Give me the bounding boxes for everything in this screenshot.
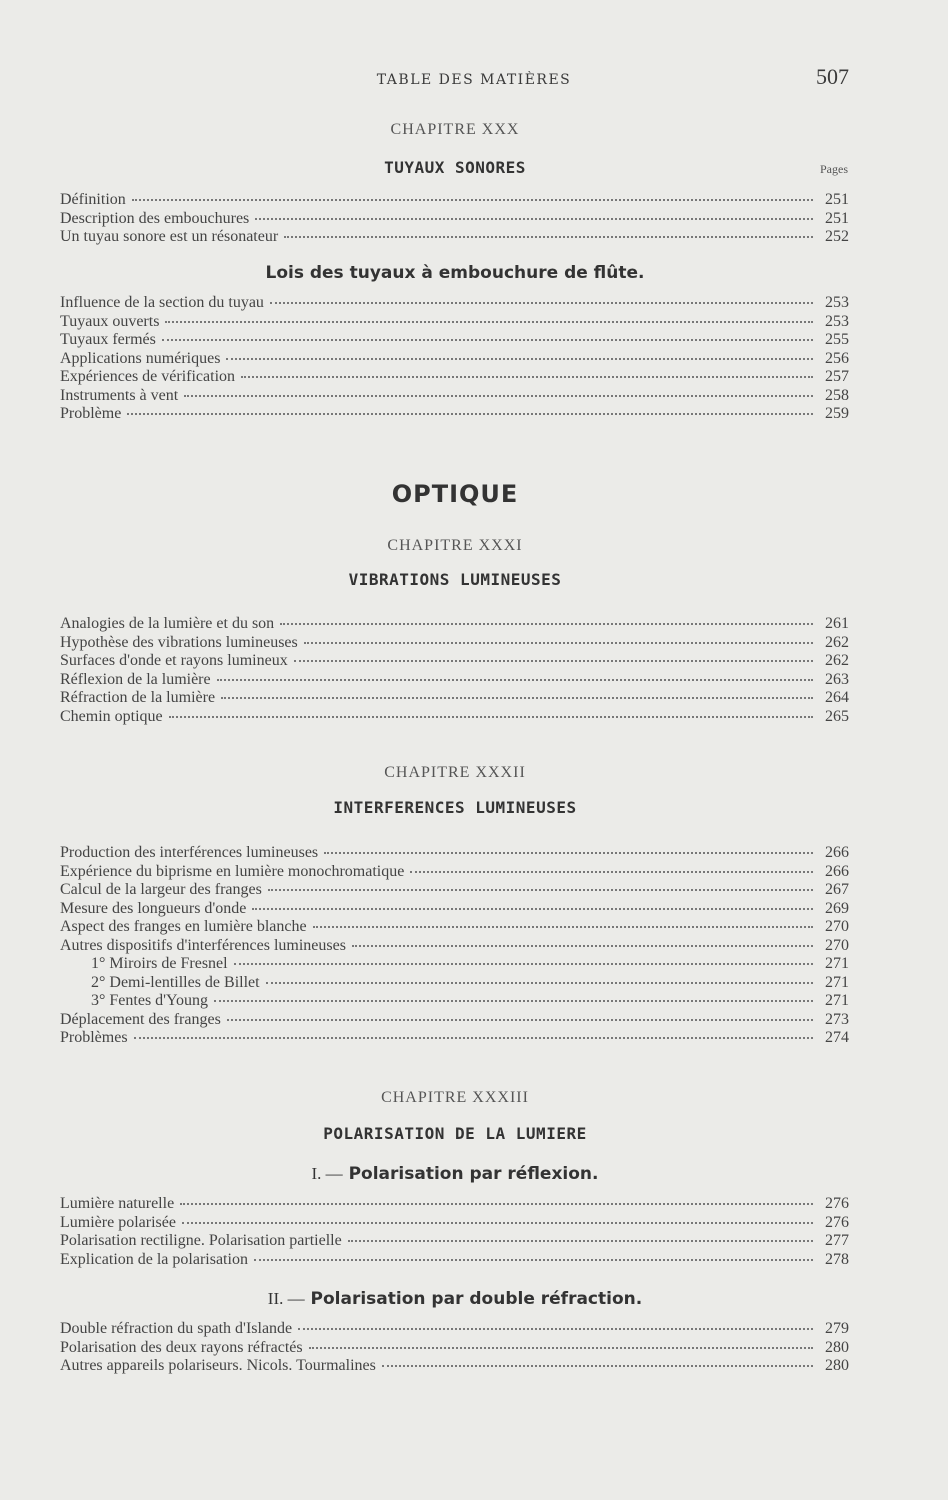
toc-entry <box>60 863 849 882</box>
toc-entry-page: 274 <box>825 1029 849 1046</box>
toc-entry <box>60 331 849 350</box>
toc-entry-label: Explication de la polarisation <box>60 1250 248 1268</box>
toc-entry-label: Lumière naturelle <box>60 1195 175 1212</box>
section-subheading: Lois des tuyaux à embouchure de flûte. <box>265 263 645 283</box>
toc-entry <box>60 1029 849 1048</box>
toc-entry-label: Définition <box>60 191 126 208</box>
dot-leader <box>182 1221 813 1224</box>
dot-leader <box>313 925 813 928</box>
toc-entry-page: 270 <box>825 918 849 935</box>
toc-entry-label: Déplacement des franges <box>60 1010 221 1028</box>
toc-entry <box>60 210 849 229</box>
toc-entry-label: Polarisation des deux rayons réfractés <box>60 1338 303 1356</box>
toc-entry <box>60 844 849 863</box>
toc-entry <box>60 405 849 424</box>
dot-leader <box>162 338 813 341</box>
toc-entry-page: 266 <box>825 844 849 861</box>
toc-entry-page: 261 <box>825 615 849 632</box>
dot-leader <box>255 217 813 220</box>
toc-entry-label: Production des interférences lumineuses <box>60 844 319 861</box>
toc-entry <box>60 881 849 900</box>
dot-leader <box>298 1327 813 1330</box>
toc-list <box>60 294 849 424</box>
dot-leader <box>304 641 813 644</box>
toc-entry-label: Problème <box>60 405 122 422</box>
toc-list <box>60 844 849 1048</box>
toc-entry-label: 2° Demi-lentilles de Billet <box>91 973 260 991</box>
dot-leader <box>268 888 813 891</box>
toc-entry-label: Réfraction de la lumière <box>60 689 216 706</box>
dot-leader <box>294 659 813 662</box>
toc-entry-page: 273 <box>825 1010 849 1028</box>
dot-leader <box>217 678 813 681</box>
toc-list <box>60 1320 849 1376</box>
toc-entry-page: 251 <box>825 191 849 208</box>
toc-entry-label: Aspect des franges en lumière blanche <box>60 918 307 935</box>
toc-entry-page: 280 <box>825 1357 849 1374</box>
toc-entry-label: Analogies de la lumière et du son <box>60 615 275 632</box>
toc-list <box>60 1195 849 1269</box>
toc-entry-page: 271 <box>825 955 849 972</box>
running-title: TABLE DES MATIÈRES <box>376 72 572 88</box>
toc-entry-page: 271 <box>825 973 849 991</box>
chapter-label: CHAPITRE XXXII <box>384 764 526 781</box>
toc-entry-label: Réflexion de la lumière <box>60 670 211 688</box>
section-subheading <box>60 1289 850 1309</box>
dot-leader <box>352 944 813 947</box>
toc-entry <box>60 634 849 653</box>
toc-entry-page: 269 <box>825 899 849 917</box>
pages-column-label: Pages <box>820 162 848 176</box>
toc-entry-label: Lumière polarisée <box>60 1213 176 1231</box>
toc-entry <box>60 1251 849 1270</box>
toc-entry-page: 252 <box>825 228 849 245</box>
section-subheading <box>60 1164 850 1184</box>
dot-leader <box>382 1364 813 1367</box>
dot-leader <box>180 1202 813 1205</box>
dot-leader <box>227 1018 813 1021</box>
section-subheading-number: I. — <box>311 1164 343 1183</box>
toc-entry-page: 256 <box>825 349 849 367</box>
toc-entry-label: Autres dispositifs d'interférences lumineuses <box>60 936 346 954</box>
dot-leader <box>165 320 813 323</box>
dot-leader <box>348 1239 813 1242</box>
dot-leader <box>241 375 813 378</box>
dot-leader <box>284 235 813 238</box>
toc-entry-page: 279 <box>825 1320 849 1337</box>
toc-entry-label: Expérience du biprisme en lumière monochromatique <box>60 862 405 880</box>
toc-entry-page: 277 <box>825 1232 849 1249</box>
toc-entry-label: Double réfraction du spath d'Islande <box>60 1320 293 1337</box>
toc-entry-label: 3° Fentes d'Young <box>91 992 209 1009</box>
toc-entry <box>60 1357 849 1376</box>
toc-entry <box>60 313 849 332</box>
chapter-title: TUYAUX SONORES <box>384 158 526 177</box>
toc-entry-label: Autres appareils polariseurs. Nicols. Tourmalines <box>60 1357 376 1374</box>
toc-entry <box>60 1320 849 1339</box>
toc-list <box>60 615 849 726</box>
toc-entry-label: Description des embouchures <box>60 209 250 227</box>
toc-entry-page: 264 <box>825 689 849 706</box>
toc-entry-label: Hypothèse des vibrations lumineuses <box>60 633 298 651</box>
toc-entry <box>60 918 849 937</box>
toc-entry <box>60 955 849 974</box>
dot-leader <box>280 622 813 625</box>
dot-leader <box>127 412 813 415</box>
chapter-title: VIBRATIONS LUMINEUSES <box>348 570 562 589</box>
dot-leader <box>309 1346 813 1349</box>
toc-entry-page: 266 <box>825 862 849 880</box>
dot-leader <box>184 394 813 397</box>
dot-leader <box>132 198 813 201</box>
toc-entry <box>60 350 849 369</box>
dot-leader <box>214 999 813 1002</box>
page-number: 507 <box>816 64 849 89</box>
toc-entry-label: Applications numériques <box>60 349 221 367</box>
toc-entry-label: Problèmes <box>60 1029 128 1046</box>
toc-entry <box>60 937 849 956</box>
toc-entry-page: 255 <box>825 331 849 348</box>
toc-entry <box>60 900 849 919</box>
toc-entry-label: Chemin optique <box>60 707 163 725</box>
toc-entry-label: Influence de la section du tuyau <box>60 294 264 311</box>
toc-entry-page: 270 <box>825 936 849 954</box>
toc-entry <box>60 992 849 1011</box>
toc-entry-label: Tuyaux fermés <box>60 331 156 348</box>
toc-entry-page: 259 <box>825 405 849 422</box>
toc-entry <box>60 1214 849 1233</box>
section-subheading-text: Polarisation par réflexion. <box>348 1164 599 1184</box>
toc-entry-label: Un tuyau sonore est un résonateur <box>60 228 279 245</box>
toc-entry-label: 1° Miroirs de Fresnel <box>91 955 228 972</box>
chapter-label: CHAPITRE XXXI <box>387 537 523 554</box>
toc-entry-page: 278 <box>825 1250 849 1268</box>
dot-leader <box>252 907 813 910</box>
toc-entry-page: 271 <box>825 992 849 1009</box>
chapter-title: POLARISATION DE LA LUMIERE <box>323 1124 587 1143</box>
dot-leader <box>226 357 813 360</box>
dot-leader <box>134 1036 813 1039</box>
toc-entry-page: 262 <box>825 633 849 651</box>
toc-entry-page: 258 <box>825 386 849 404</box>
toc-entry <box>60 974 849 993</box>
toc-entry <box>60 368 849 387</box>
toc-entry-page: 265 <box>825 707 849 725</box>
toc-entry-page: 253 <box>825 312 849 330</box>
toc-entry <box>60 652 849 671</box>
toc-entry <box>60 228 849 247</box>
part-title: OPTIQUE <box>391 480 519 508</box>
toc-entry-page: 263 <box>825 670 849 688</box>
toc-entry-label: Calcul de la largeur des franges <box>60 881 262 898</box>
toc-entry-page: 267 <box>825 881 849 898</box>
dot-leader <box>169 715 813 718</box>
toc-entry <box>60 1011 849 1030</box>
toc-entry <box>60 689 849 708</box>
toc-entry-page: 262 <box>825 652 849 669</box>
toc-entry <box>60 615 849 634</box>
toc-entry-page: 276 <box>825 1195 849 1212</box>
chapter-title: INTERFERENCES LUMINEUSES <box>333 798 577 817</box>
toc-entry-page: 251 <box>825 209 849 227</box>
toc-entry <box>60 387 849 406</box>
toc-entry <box>60 708 849 727</box>
toc-entry-label: Expériences de vérification <box>60 368 236 385</box>
toc-entry <box>60 1339 849 1358</box>
chapter-label: CHAPITRE XXX <box>390 121 520 138</box>
section-subheading-number: II. — <box>267 1289 305 1308</box>
dot-leader <box>324 851 813 854</box>
toc-list <box>60 191 849 247</box>
toc-entry <box>60 671 849 690</box>
toc-entry <box>60 1232 849 1251</box>
toc-entry <box>60 294 849 313</box>
toc-entry-label: Surfaces d'onde et rayons lumineux <box>60 652 288 669</box>
toc-entry-page: 280 <box>825 1338 849 1356</box>
toc-entry-page: 253 <box>825 294 849 311</box>
toc-entry-label: Tuyaux ouverts <box>60 312 160 330</box>
toc-entry <box>60 1195 849 1214</box>
dot-leader <box>410 870 813 873</box>
toc-entry-label: Instruments à vent <box>60 386 179 404</box>
dot-leader <box>221 696 813 699</box>
toc-entry-page: 276 <box>825 1213 849 1231</box>
dot-leader <box>254 1258 813 1261</box>
toc-entry-label: Mesure des longueurs d'onde <box>60 899 247 917</box>
chapter-label: CHAPITRE XXXIII <box>381 1089 529 1106</box>
toc-entry-label: Polarisation rectiligne. Polarisation partielle <box>60 1232 342 1249</box>
dot-leader <box>266 981 813 984</box>
section-subheading-text: Polarisation par double réfraction. <box>310 1289 643 1309</box>
dot-leader <box>270 301 813 304</box>
toc-entry-page: 257 <box>825 368 849 385</box>
dot-leader <box>234 962 813 965</box>
toc-entry <box>60 191 849 210</box>
